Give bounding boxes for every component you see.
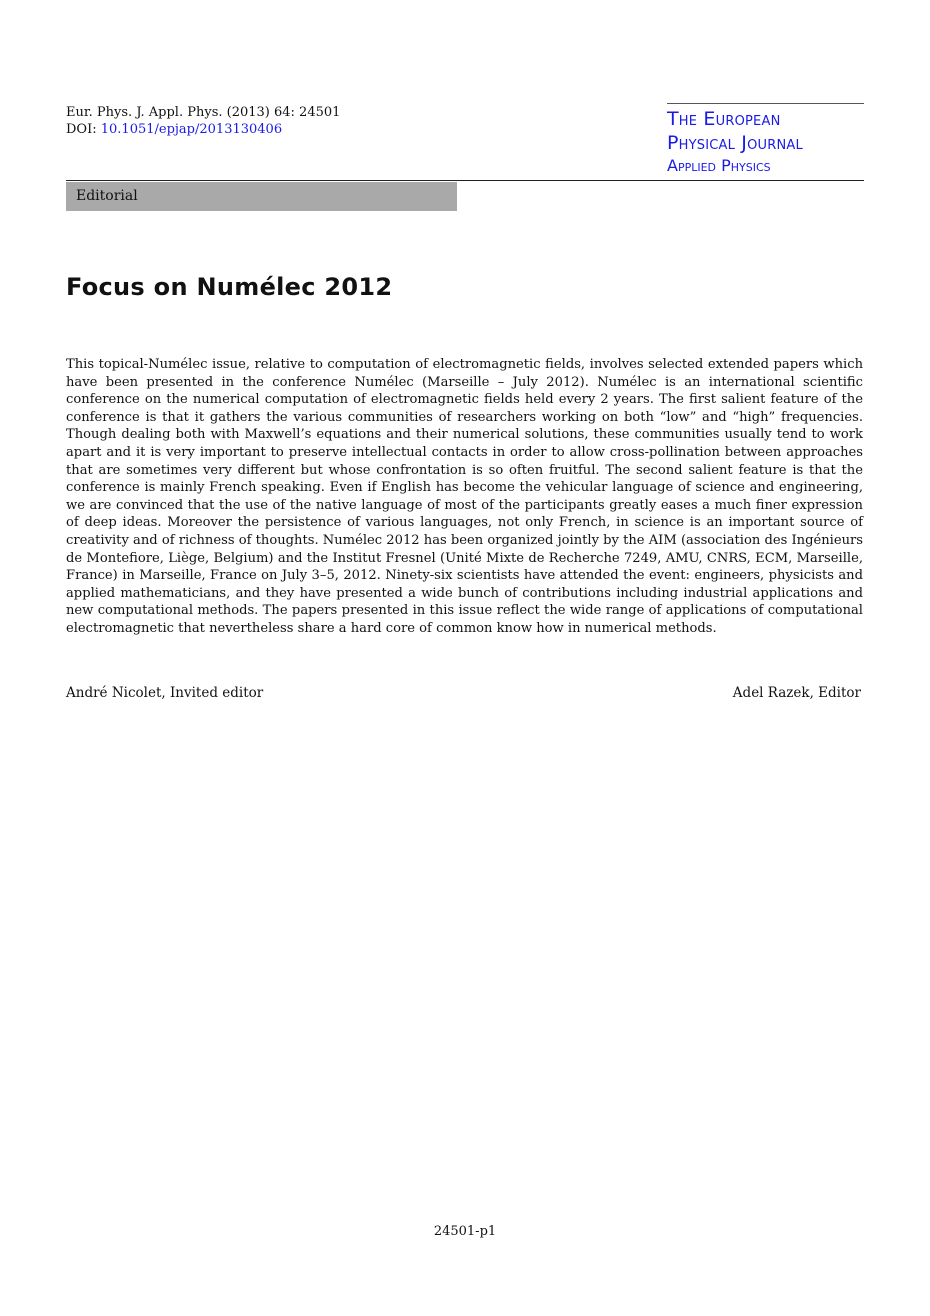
- journal-logo: [667, 103, 864, 177]
- page-number: 24501-p1: [433, 1224, 497, 1239]
- header-divider: [66, 180, 864, 181]
- signature-editor: Adel Razek, Editor: [732, 685, 861, 701]
- doi-link[interactable]: 10.1051/epjap/2013130406: [100, 122, 283, 137]
- signature-invited-editor: André Nicolet, Invited editor: [66, 685, 264, 701]
- article-title: Focus on Numélec 2012: [66, 273, 393, 301]
- category-label: Editorial: [76, 188, 138, 204]
- journal-name-line1: The European: [667, 108, 781, 130]
- article-body: This topical-Numélec issue, relative to computation of electromagnetic fields, involves selected extended papers which have been presented in the conference Numélec (Marseille – July 2012). Numélec is an international scientific conference on the numerical computation of electromagnetic fields held every 2 years. The first salient feature of the conference is that it gathers the various communities of researchers working on both “low” and “high” frequencies. Though dealing both with Maxwell’s equations and their numerical solutions, these communities usually tend to work apart and it is very important to preserve intellectual contacts in order to allow cross-pollination between approaches that are sometimes very different but whose confrontation is so often fruitful. The second salient feature is that the conference is mainly French speaking. Even if English has become the vehicular language of science and engineering, we are convinced that the use of the native language of most of the participants greatly eases a much finer expression of deep ideas. Moreover the persistence of various languages, not only French, in science is an important source of creativity and of richness of thoughts. Numélec 2012 has been organized jointly by the AIM (association des Ingénieurs de Montefiore, Liège, Belgium) and the Institut Fresnel (Unité Mixte de Recherche 7249, AMU, CNRS, ECM, Marseille, France) in Marseille, France on July 3–5, 2012. Ninety-six scientists have attended the event: engineers, physicists and applied mathematicians, and they have presented a wide bunch of contributions including industrial applications and new computational methods. The papers presented in this issue reflect the wide range of applications of computational electromagnetic that nevertheless share a hard core of common know how in numerical methods.: [66, 357, 863, 636]
- journal-citation: Eur. Phys. J. Appl. Phys. (2013) 64: 24501: [66, 105, 341, 120]
- journal-name-line2: Physical Journal: [667, 132, 803, 154]
- doi-line: [66, 121, 340, 138]
- doi-label: DOI:: [66, 122, 97, 137]
- category-bar: [66, 182, 457, 211]
- journal-name-line3: Applied Physics: [667, 156, 771, 175]
- citation-block: [66, 104, 340, 138]
